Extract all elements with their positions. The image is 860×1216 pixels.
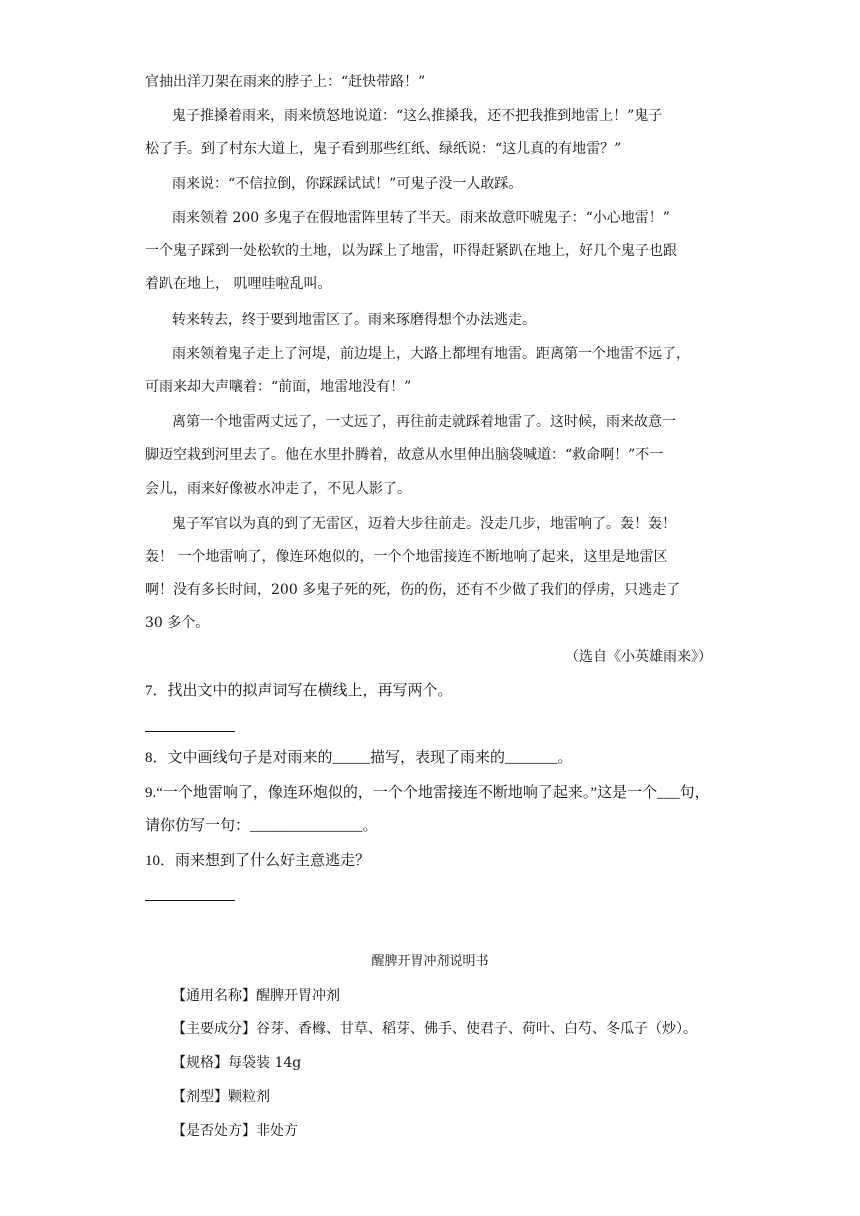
story-line: 会儿，雨来好像被水冲走了，不见人影了。	[145, 481, 411, 497]
leaflet-item: 【是否处方】非处方	[172, 1123, 298, 1139]
leaflet-title: 醒脾开胃冲剂说明书	[371, 954, 489, 969]
leaflet-item: 【主要成分】谷芽、香橼、甘草、稻芽、佛手、使君子、荷叶、白芍、冬瓜子（炒）。	[172, 1021, 697, 1037]
question-10: 10．雨来想到了什么好主意逃走？	[145, 853, 371, 869]
question-8: 8．文中画线句子是对雨来的_____描写，表现了雨来的_______。	[145, 750, 573, 766]
story-line: 雨来领着 200 多鬼子在假地雷阵里转了半天。雨来故意吓唬鬼子：“小心地雷！”	[172, 210, 670, 226]
answer-blank-10[interactable]	[145, 900, 235, 901]
leaflet-item: 【通用名称】醒脾开胃冲剂	[172, 988, 340, 1004]
story-line: 鬼子军官以为真的到了无雷区，迈着大步往前走。没走几步，地雷响了。轰！轰！	[172, 516, 676, 532]
story-line: 可雨来却大声嚷着：“前面，地雷地没有！”	[145, 379, 412, 395]
story-line: 官抽出洋刀架在雨来的脖子上：“赶快带路！”	[145, 74, 426, 90]
question-7: 7．找出文中的拟声词写在横线上，再写两个。	[145, 683, 453, 699]
story-line: 鬼子推搡着雨来，雨来愤怒地说道：“这么推搡我，还不把我推到地雷上！”鬼子	[172, 108, 663, 124]
story-line: 30 多个。	[145, 615, 210, 631]
question-9-continued: 请你仿写一句：_______________。	[145, 818, 378, 834]
story-line: 松了手。到了村东大道上，鬼子看到那些红纸、绿纸说：“这儿真的有地雷？”	[145, 141, 622, 157]
question-9: 9.“一个地雷响了，像连环炮似的，一个个地雷接连不断地响了起来。”这是一个___句，	[145, 785, 710, 801]
story-line: 雨来说：“不信拉倒，你踩踩试试！”可鬼子没一人敢踩。	[172, 176, 523, 192]
story-line: 一个鬼子踩到一处松软的土地，以为踩上了地雷，吓得赶紧趴在地上，好几个鬼子也跟	[145, 243, 677, 259]
story-line: 转来转去，终于要到地雷区了。雨来琢磨得想个办法逃走。	[172, 312, 536, 328]
leaflet-item: 【剂型】颗粒剂	[172, 1089, 270, 1105]
story-line: 离第一个地雷两丈远了，一丈远了，再往前走就踩着地雷了。这时候，雨来故意一	[172, 414, 676, 430]
story-line: 轰！ 一个地雷响了，像连环炮似的，一个个地雷接连不断地响了起来，这里是地雷区	[145, 549, 668, 565]
story-line: 脚迈空栽到河里去了。他在水里扑腾着，故意从水里伸出脑袋喊道：“救命啊！”不一	[145, 447, 664, 463]
story-line: 啊！没有多长时间，200 多鬼子死的死，伤的伤，还有不少做了我们的俘虏，只逃走了	[145, 582, 681, 598]
leaflet-item: 【规格】每袋装 14g	[172, 1055, 302, 1071]
story-line: 着趴在地上， 叽哩哇啦乱叫。	[145, 276, 332, 292]
story-line: 雨来领着鬼子走上了河堤，前边堤上，大路上都埋有地雷。距离第一个地雷不远了，	[172, 346, 690, 362]
answer-blank-7[interactable]	[145, 731, 235, 732]
source-citation: （选自《小英雄雨来》）	[565, 649, 712, 665]
